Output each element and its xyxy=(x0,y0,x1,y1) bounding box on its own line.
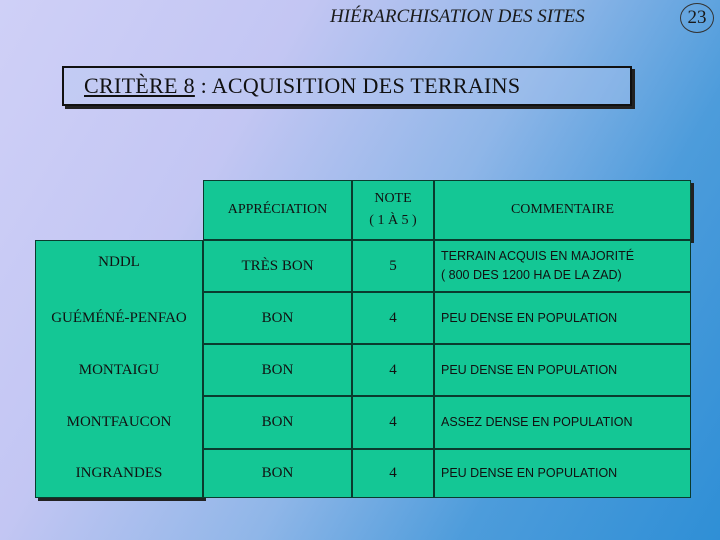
site-label: GUÉMÉNÉ-PENFAO xyxy=(51,310,187,326)
note-cell: 4 xyxy=(352,449,434,498)
comment-cell: PEU DENSE EN POPULATION xyxy=(434,292,691,344)
comment-cell: ASSEZ DENSE EN POPULATION xyxy=(434,396,691,449)
header-comment: COMMENTAIRE xyxy=(434,180,691,240)
appreciation-cell: TRÈS BON xyxy=(203,240,352,292)
comment-cell: PEU DENSE EN POPULATION xyxy=(434,449,691,498)
site-label: MONTAIGU xyxy=(78,362,160,378)
comment-cell: PEU DENSE EN POPULATION xyxy=(434,344,691,396)
appreciation-cell: BON xyxy=(203,292,352,344)
header-appreciation: APPRÉCIATION xyxy=(203,180,352,240)
slide-title xyxy=(84,73,520,99)
slide-title-criterion: CRITÈRE 8 xyxy=(84,73,195,98)
site-label: NDDL xyxy=(98,254,140,270)
note-cell: 5 xyxy=(352,240,434,292)
note-cell: 4 xyxy=(352,292,434,344)
appreciation-cell: BON xyxy=(203,344,352,396)
site-label: MONTFAUCON xyxy=(66,414,172,430)
appreciation-cell: BON xyxy=(203,449,352,498)
note-cell: 4 xyxy=(352,396,434,449)
appreciation-cell: BON xyxy=(203,396,352,449)
header-title: HIÉRARCHISATION DES SITES xyxy=(330,6,585,27)
header-note: NOTE ( 1 À 5 ) xyxy=(352,180,434,240)
site-label: INGRANDES xyxy=(75,465,163,481)
comment-cell: TERRAIN ACQUIS EN MAJORITÉ ( 800 DES 1200 HA DE LA ZAD) xyxy=(434,240,691,292)
slide-title-rest: : ACQUISITION DES TERRAINS xyxy=(194,73,521,98)
note-cell: 4 xyxy=(352,344,434,396)
page-number: 23 xyxy=(680,3,714,33)
